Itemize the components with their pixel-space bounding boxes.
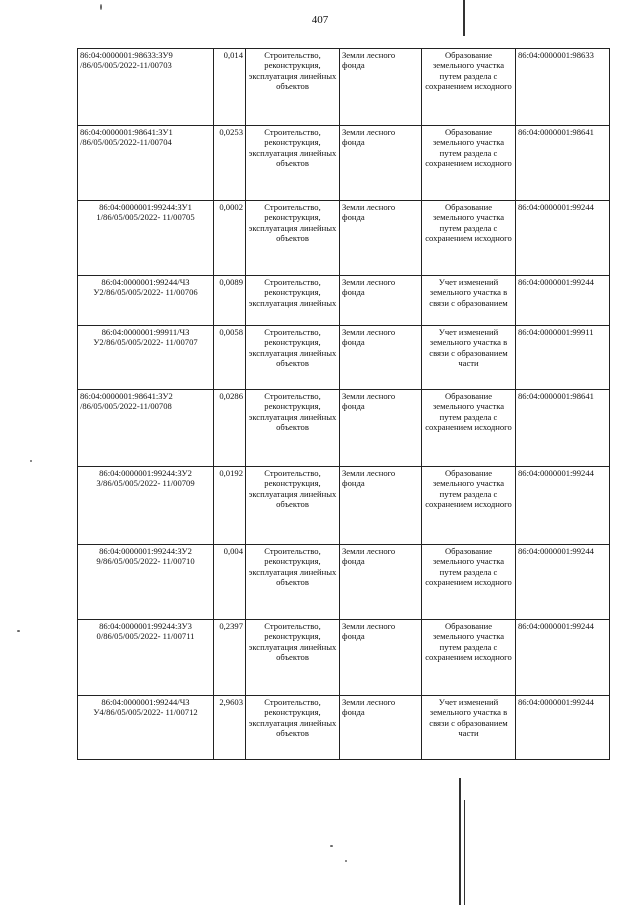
permitted-use-cell: Строительство, реконструкция, эксплуатация линейных объектов: [246, 326, 340, 390]
table-row: [78, 326, 610, 390]
formation-method-cell: Образование земельного участка путем раздела с сохранением исходного: [422, 126, 516, 201]
permitted-use-cell: Строительство, реконструкция, эксплуатация линейных объектов: [246, 49, 340, 126]
table-row: [78, 276, 610, 326]
permitted-use-cell: Строительство, реконструкция, эксплуатация линейных объектов: [246, 467, 340, 545]
scan-artifact-dot: [30, 460, 32, 462]
cadastral-number-cell: 86:04:0000001:99244:ЗУ2 9/86/05/005/2022- 11/00710: [78, 545, 214, 620]
source-plot-cell: 86:04:0000001:99244: [516, 696, 610, 760]
source-plot-cell: 86:04:0000001:99244: [516, 545, 610, 620]
source-plot-cell: 86:04:0000001:99244: [516, 467, 610, 545]
formation-method-cell: Образование земельного участка путем раздела с сохранением исходного: [422, 545, 516, 620]
area-cell: 0,004: [214, 545, 246, 620]
formation-method-cell: Учет изменений земельного участка в связи с образованием части: [422, 326, 516, 390]
area-cell: 0,2397: [214, 620, 246, 696]
formation-method-cell: Учет изменений земельного участка в связи с образованием части: [422, 696, 516, 760]
table-row: [78, 390, 610, 467]
source-plot-cell: 86:04:0000001:99911: [516, 326, 610, 390]
land-category-cell: Земли лесного фонда: [340, 201, 422, 276]
cadastral-number-cell: 86:04:0000001:99244/ЧЗ У4/86/05/005/2022- 11/00712: [78, 696, 214, 760]
cadastral-number-cell: 86:04:0000001:99244:ЗУ3 0/86/05/005/2022- 11/00711: [78, 620, 214, 696]
land-category-cell: Земли лесного фонда: [340, 620, 422, 696]
land-category-cell: Земли лесного фонда: [340, 326, 422, 390]
cadastral-number-cell: 86:04:0000001:99244:ЗУ1 1/86/05/005/2022- 11/00705: [78, 201, 214, 276]
formation-method-cell: Образование земельного участка путем раздела с сохранением исходного: [422, 390, 516, 467]
area-cell: 0,0253: [214, 126, 246, 201]
page-number: 407: [311, 14, 329, 26]
land-category-cell: Земли лесного фонда: [340, 390, 422, 467]
formation-method-cell: Образование земельного участка путем раздела с сохранением исходного: [422, 467, 516, 545]
permitted-use-cell: Строительство, реконструкция, эксплуатация линейных объектов: [246, 390, 340, 467]
permitted-use-cell: Строительство, реконструкция, эксплуатация линейных объектов: [246, 545, 340, 620]
permitted-use-cell: Строительство, реконструкция, эксплуатация линейных объектов: [246, 126, 340, 201]
land-category-cell: Земли лесного фонда: [340, 126, 422, 201]
scan-artifact-dot: [100, 4, 102, 10]
source-plot-cell: 86:04:0000001:98641: [516, 390, 610, 467]
table-row: [78, 696, 610, 760]
scan-artifact-line: [463, 0, 465, 36]
area-cell: 0,0058: [214, 326, 246, 390]
land-category-cell: Земли лесного фонда: [340, 49, 422, 126]
scan-artifact-line: [459, 778, 461, 905]
scan-artifact-dot: [330, 845, 333, 847]
land-plots-table: [77, 48, 610, 760]
scan-artifact-dot: [345, 860, 347, 862]
source-plot-cell: 86:04:0000001:98633: [516, 49, 610, 126]
cadastral-number-cell: 86:04:0000001:99911/ЧЗ У2/86/05/005/2022- 11/00707: [78, 326, 214, 390]
area-cell: 0,0192: [214, 467, 246, 545]
table-row: [78, 201, 610, 276]
area-cell: 0,014: [214, 49, 246, 126]
table-row: [78, 126, 610, 201]
area-cell: 0,0002: [214, 201, 246, 276]
formation-method-cell: Учет изменений земельного участка в связи с образованием: [422, 276, 516, 326]
scan-artifact-line: [464, 800, 465, 905]
permitted-use-cell: Строительство, реконструкция, эксплуатация линейных: [246, 276, 340, 326]
cadastral-number-cell: 86:04:0000001:98641:ЗУ1 /86/05/005/2022-11/00704: [78, 126, 214, 201]
formation-method-cell: Образование земельного участка путем раздела с сохранением исходного: [422, 49, 516, 126]
land-category-cell: Земли лесного фонда: [340, 696, 422, 760]
permitted-use-cell: Строительство, реконструкция, эксплуатация линейных объектов: [246, 620, 340, 696]
land-category-cell: Земли лесного фонда: [340, 276, 422, 326]
source-plot-cell: 86:04:0000001:98641: [516, 126, 610, 201]
source-plot-cell: 86:04:0000001:99244: [516, 201, 610, 276]
scan-artifact-dot: [17, 630, 20, 632]
table-row: [78, 467, 610, 545]
area-cell: 0,0089: [214, 276, 246, 326]
cadastral-number-cell: 86:04:0000001:98641:ЗУ2 /86/05/005/2022-11/00708: [78, 390, 214, 467]
table-row: [78, 49, 610, 126]
table-row: [78, 545, 610, 620]
land-category-cell: Земли лесного фонда: [340, 545, 422, 620]
permitted-use-cell: Строительство, реконструкция, эксплуатация линейных объектов: [246, 201, 340, 276]
permitted-use-cell: Строительство, реконструкция, эксплуатация линейных объектов: [246, 696, 340, 760]
formation-method-cell: Образование земельного участка путем раздела с сохранением исходного: [422, 201, 516, 276]
cadastral-number-cell: 86:04:0000001:99244/ЧЗ У2/86/05/005/2022- 11/00706: [78, 276, 214, 326]
table-row: [78, 620, 610, 696]
source-plot-cell: 86:04:0000001:99244: [516, 276, 610, 326]
cadastral-number-cell: 86:04:0000001:98633:ЗУ9 /86/05/005/2022-11/00703: [78, 49, 214, 126]
formation-method-cell: Образование земельного участка путем раздела с сохранением исходного: [422, 620, 516, 696]
cadastral-number-cell: 86:04:0000001:99244:ЗУ2 3/86/05/005/2022- 11/00709: [78, 467, 214, 545]
source-plot-cell: 86:04:0000001:99244: [516, 620, 610, 696]
land-category-cell: Земли лесного фонда: [340, 467, 422, 545]
area-cell: 2,9603: [214, 696, 246, 760]
area-cell: 0,0286: [214, 390, 246, 467]
